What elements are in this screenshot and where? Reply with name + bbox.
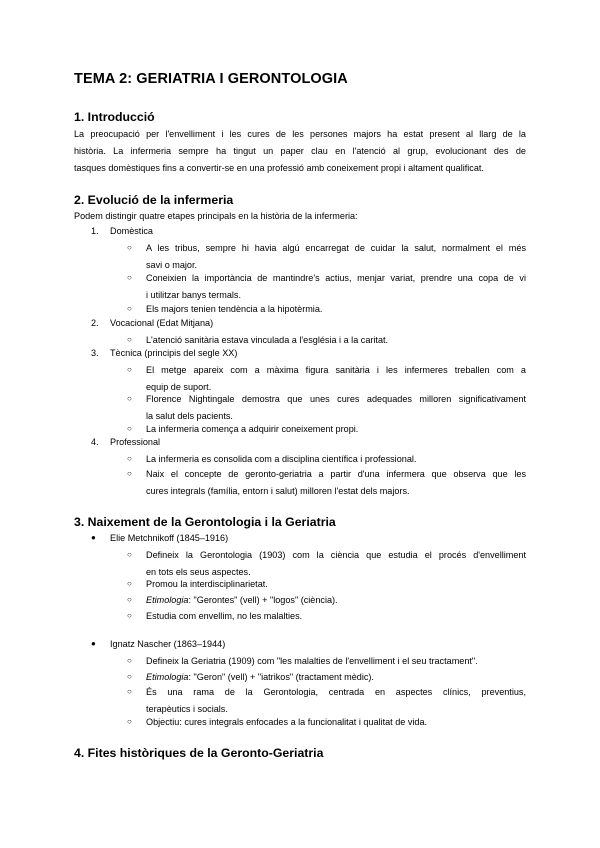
paragraph-line: història. La infermeria sempre ha tingut un paper clau en l'atenció al grup, evolucionant des de [74, 146, 526, 156]
etymology-text: : "Geron" (vell) + "iatrikos" (tractament mèdic). [188, 672, 374, 682]
sub-item [127, 576, 526, 593]
section-heading-evolucio: 2. Evolució de la infermeria [74, 193, 234, 207]
sub-item-line: i utilitzar banys termals. [146, 289, 242, 300]
sub-item-line: Naix el concepte de geronto-geriatria a partir d'una infermera que observa que les [146, 469, 526, 479]
circle-bullet-icon: ○ [127, 672, 132, 681]
circle-bullet-icon: ○ [127, 469, 132, 478]
circle-bullet-icon: ○ [127, 304, 132, 313]
circle-bullet-icon: ○ [127, 335, 132, 344]
bullet-icon: ● [91, 639, 96, 648]
sub-item-line: Defineix la Geriatria (1909) com "les malalties de l'envelliment i el seu tractament". [146, 656, 478, 666]
sub-item [127, 714, 526, 731]
sub-item-line: la salut dels pacients. [146, 410, 233, 421]
etymology-label: Etimologia [146, 672, 189, 682]
sub-item-line: savi o major. [146, 259, 198, 270]
sub-item-line: Els majors tenien tendència a la hipotèrmia. [146, 304, 323, 314]
circle-bullet-icon: ○ [127, 611, 132, 620]
circle-bullet-icon: ○ [127, 424, 132, 433]
sub-item [127, 270, 526, 303]
stage-label: Tècnica (principis del segle XX) [110, 348, 238, 358]
sub-item-line: Defineix la Gerontologia (1903) com la ciència que estudia el procés d'envelliment [146, 550, 526, 560]
sub-item-line: La infermeria comença a adquirir coneixement propi. [146, 424, 359, 434]
sub-item [127, 421, 526, 438]
sub-item [127, 391, 526, 424]
sub-item-line: A les tribus, sempre hi havia algú encarregat de cuidar la salut, normalment el més [146, 243, 526, 253]
sub-item [127, 240, 526, 273]
section-heading-intro: 1. Introducció [74, 110, 155, 124]
circle-bullet-icon: ○ [127, 365, 132, 374]
person-name: Elie Metchnikoff (1845–1916) [110, 533, 229, 543]
sub-item-line: És una rama de la Gerontologia, centrada en aspectes clínics, preventius, [146, 687, 526, 697]
sub-item [127, 653, 526, 670]
section-heading-fites: 4. Fites històriques de la Geronto-Geriatria [74, 746, 324, 760]
circle-bullet-icon: ○ [127, 687, 132, 696]
stage-number: 2. [91, 318, 99, 328]
etymology-text: : "Gerontes" (vell) + "logos" (ciència). [188, 595, 338, 605]
sub-item-line: equip de suport. [146, 381, 212, 392]
circle-bullet-icon: ○ [127, 579, 132, 588]
paragraph-line: tasques domèstiques fins a convertir-se en una professió amb coneixement propi i altament qualificat. [74, 163, 484, 173]
stage-label: Professional [110, 437, 161, 447]
document-title: TEMA 2: GERIATRIA I GERONTOLOGIA [74, 71, 348, 87]
etymology-label: Etimologia [146, 595, 189, 605]
sub-item [127, 608, 526, 625]
sub-item [127, 592, 526, 609]
sub-item-line: Estudia com envellim, no les malalties. [146, 611, 303, 621]
stage-number: 3. [91, 348, 99, 358]
stage-label: Domèstica [110, 226, 153, 236]
circle-bullet-icon: ○ [127, 656, 132, 665]
circle-bullet-icon: ○ [127, 454, 132, 463]
stage-number: 1. [91, 226, 99, 236]
bullet-icon: ● [91, 533, 96, 542]
circle-bullet-icon: ○ [127, 273, 132, 282]
sub-item-line: Florence Nightingale demostra que unes cures adequades milloren significativament [146, 394, 526, 404]
circle-bullet-icon: ○ [127, 243, 132, 252]
sub-item-line: Promou la interdisciplinarietat. [146, 579, 268, 589]
sub-item-line: L'atenció sanitària estava vinculada a l'església i a la caritat. [146, 335, 389, 345]
evolucio-intro: Podem distingir quatre etapes principals en la història de la infermeria: [74, 211, 358, 221]
circle-bullet-icon: ○ [127, 717, 132, 726]
sub-item-line: La infermeria es consolida com a disciplina científica i professional. [146, 454, 417, 464]
paragraph-line: La preocupació per l'envelliment i les cures de les persones majors ha estat present al llarg de la [74, 129, 526, 139]
sub-item [127, 301, 526, 318]
sub-item [127, 332, 526, 349]
stage-label: Vocacional (Edat Mitjana) [110, 318, 214, 328]
section-heading-naixement: 3. Naixement de la Gerontologia i la Geriatria [74, 515, 336, 529]
sub-item-line: Coneixien la importància de mantindre's actius, menjar variat, prendre una copa de vi [146, 273, 526, 283]
sub-item-line: El metge apareix com a màxima figura sanitària i les infermeres treballen com a [146, 365, 526, 375]
sub-item-line: en tots els seus aspectes. [146, 566, 251, 577]
sub-item-line: terapèutics i socials. [146, 703, 228, 714]
circle-bullet-icon: ○ [127, 394, 132, 403]
circle-bullet-icon: ○ [127, 595, 132, 604]
person-name: Ignatz Nascher (1863–1944) [110, 639, 226, 649]
intro-paragraph [74, 126, 526, 177]
sub-item [127, 466, 526, 499]
sub-item-line: cures integrals (família, entorn i salut) milloren l'estat dels majors. [146, 485, 410, 496]
stage-number: 4. [91, 437, 99, 447]
circle-bullet-icon: ○ [127, 550, 132, 559]
sub-item [127, 684, 526, 717]
sub-item-line: Objectiu: cures integrals enfocades a la funcionalitat i qualitat de vida. [146, 717, 428, 727]
sub-item-line [146, 592, 526, 609]
